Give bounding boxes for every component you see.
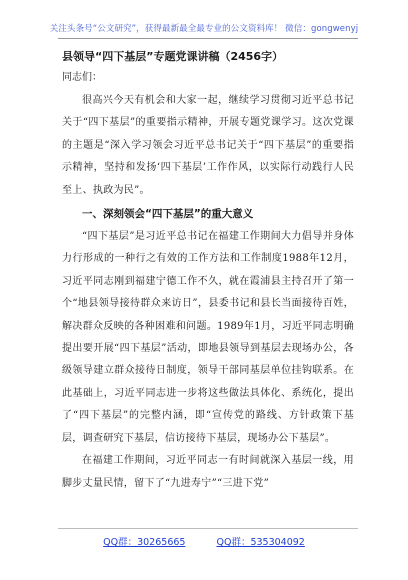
qq-group-link[interactable]: QQ群：30265665 — [103, 537, 186, 548]
header-divider — [58, 38, 358, 39]
header-banner: 关注头条号“公文研究”，获得最新最全最专业的公文资料库！ 微信：gongwenyj — [49, 24, 359, 34]
section-heading: 一、深刻领会“四下基层”的重大意义 — [82, 208, 254, 221]
qq-group-link[interactable]: QQ群：535304092 — [216, 537, 305, 548]
salutation: 同志们： — [62, 72, 102, 83]
footer-divider — [58, 528, 358, 529]
intro-paragraph: 很高兴今天有机会和大家一起，继续学习贯彻习近平总书记关于“四下基层”的重要指示精神，开展专题党课学习。这次党课的主题是“深入学习领会习近平总书记关于“四下基层”的重要指示精神，坚持和发扬‘四下基层’工作作风，以实际行动践行人民至上、执政为民”。 — [62, 95, 354, 196]
document-title: 县领导“四下基层”专题党课讲稿（2456字） — [62, 50, 284, 63]
section-paragraph: “四下基层”是习近平总书记在福建工作期间大力倡导并身体力行形成的一种行之有效的工作方法和工作制度1988年12月，习近平同志刚到福建宁德工作不久，就在霞浦县主持召开了第一个“地县领导接待群众来访日”，县委书记和县长当面接待百姓，解决群众反映的各种困难和问题。1989年1月，习近平同志明确提出要开展“四下基层”活动，即地县领导到基层去现场办公，各级领导建立群众接待日制度，领导干部同基层单位挂钩联系。在此基础上，习近平同志进一步将这些做法具体化、系统化，提出了“四下基层”的完整内涵，即“宣传党的路线、方针政策下基层，调查研究下基层，信访接待下基层，现场办公下基层”。 — [62, 231, 354, 444]
footer — [0, 534, 408, 548]
section-paragraph: 在福建工作期间，习近平同志一有时间就深入基层一线，用脚步丈量民情，留下了“九进寿宁”“三进下党” — [62, 455, 354, 489]
document-body — [62, 48, 354, 495]
